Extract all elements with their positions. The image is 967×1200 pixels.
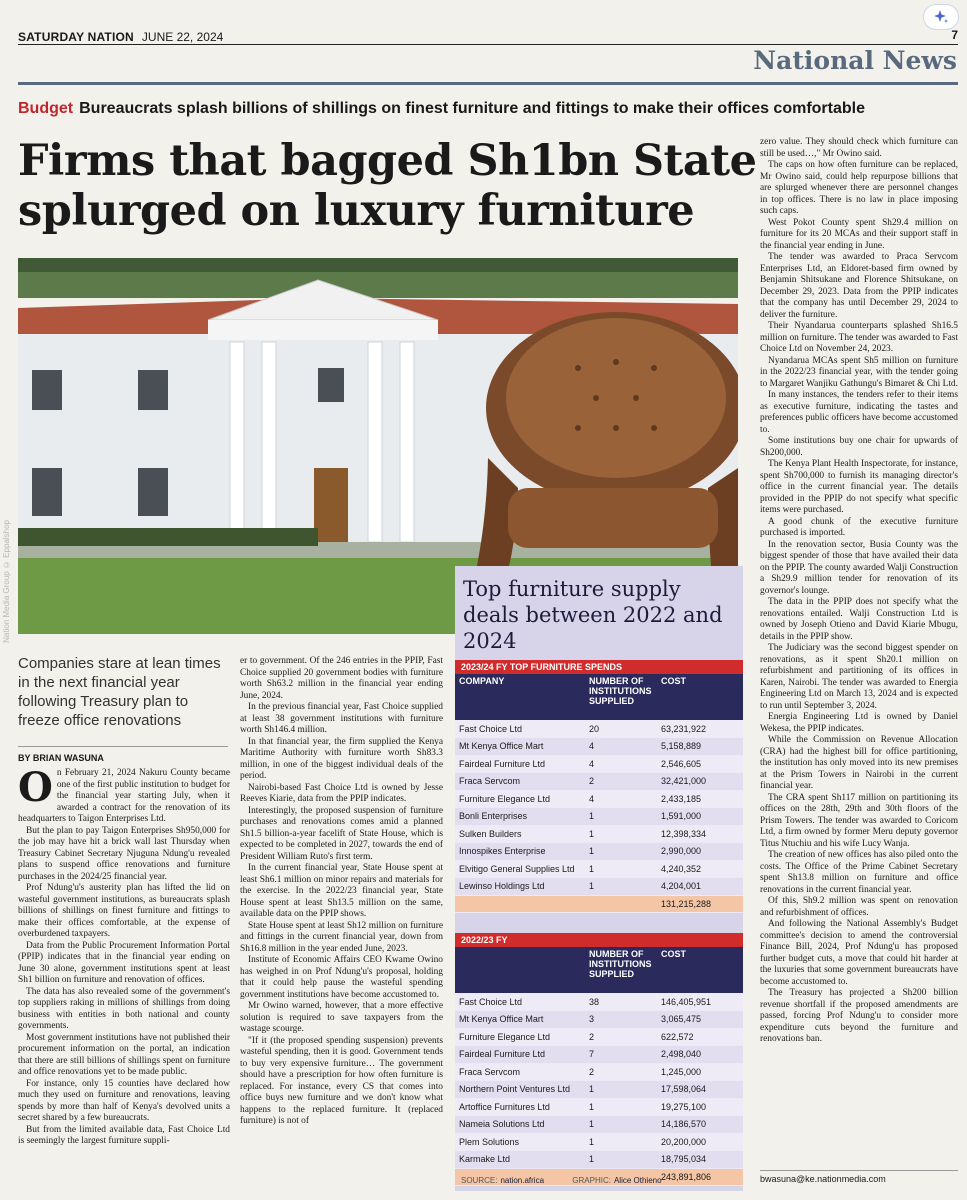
- table-row: [455, 1098, 743, 1116]
- cost-cell: 12,398,334: [657, 825, 743, 843]
- company-cell: Mt Kenya Office Mart: [455, 738, 585, 756]
- paragraph: The data has also revealed some of the government's top suppliers raking in millions of shillings from doing business with entities in both national and county governments.: [18, 986, 230, 1031]
- deals-table-2023-24: [455, 674, 743, 913]
- cost-cell: 1,591,000: [657, 808, 743, 826]
- paragraph: "If it (the proposed spending suspension) prevents wasteful spending, then it is good. Government tends to buy very expensive furniture… The government should have a prescription for how often furniture is replaced. For instance, every CS that comes into office buys new furniture and we don't know what happens to the replaced furniture. It (replaced furniture) is not of: [240, 1035, 443, 1126]
- column-header-blank: [455, 947, 585, 993]
- strap-text: Bureaucrats splash billions of shillings on finest furniture and fittings to make their offices comfortable: [79, 100, 865, 117]
- table-row: [455, 1081, 743, 1099]
- headline: Firms that bagged Sh1bn State splurged on luxury furniture: [18, 136, 757, 236]
- company-cell: Bonli Enterprises: [455, 808, 585, 826]
- cost-cell: 5,158,889: [657, 738, 743, 756]
- paragraph: A good chunk of the executive furniture purchased is imported.: [760, 516, 958, 538]
- institutions-cell: 1: [585, 1098, 657, 1116]
- total-cost-cell: 131,215,288: [657, 895, 743, 913]
- paragraph: The Kenya Plant Health Inspectorate, for instance, spent Sh700,000 to furnish its managing director's office in the current financial year. The details provided in the PPIP do not specify what specific items were purchased.: [760, 459, 958, 515]
- masthead-rule: [18, 44, 958, 45]
- cost-cell: 3,065,475: [657, 1011, 743, 1029]
- company-cell: Fairdeal Furniture Ltd: [455, 755, 585, 773]
- column-header-cost: COST: [657, 947, 743, 993]
- company-cell: Northern Point Ventures Ltd: [455, 1081, 585, 1099]
- graphic-label: GRAPHIC:: [572, 1176, 611, 1185]
- table-row: [455, 1116, 743, 1134]
- institutions-cell: 4: [585, 790, 657, 808]
- institutions-cell: 38: [585, 993, 657, 1011]
- byline: BY BRIAN WASUNA: [18, 746, 228, 763]
- paragraph: The tender was awarded to Praca Servcom Enterprises Ltd, an Eldoret-based firm owned by Benjamin Shitsukane and Florence Shitsukane, on December 29, 2023. Data from the PPIP indicates that the company has until December 29, 2024 to deliver the furniture.: [760, 252, 958, 320]
- strap-kicker: Budget: [18, 100, 74, 117]
- company-cell: Furniture Elegance Ltd: [455, 1028, 585, 1046]
- paragraph: zero value. They should check which furniture can still be used…," Mr Owino said.: [760, 137, 958, 159]
- cost-cell: 4,240,352: [657, 860, 743, 878]
- cost-cell: 622,572: [657, 1028, 743, 1046]
- paragraph: Most government institutions have not published their procurement information on the portal, an indication that there are still billions of shillings spent on furniture and office renovations yet to be made public.: [18, 1032, 230, 1077]
- paragraph: Interestingly, the proposed suspension of furniture purchases and renovations comes amid a planned Sh1.5 billion-a-year facelift of State House, which is expected to be completed in 2027, towards the end of President William Ruto's first term.: [240, 805, 443, 862]
- company-cell: Furniture Elegance Ltd: [455, 790, 585, 808]
- cost-cell: 19,275,100: [657, 1098, 743, 1116]
- paragraph: Prof Ndung'u's austerity plan has lifted the lid on wasteful government institutions, as bureaucrats splash billions of shillings on finest furniture and fittings to make their offices comfortable, at the expense of overburdened taxpayers.: [18, 883, 230, 939]
- paragraph: Of this, Sh9.2 million was spent on renovation and refurbishment of offices.: [760, 896, 958, 918]
- paragraph: Nyandarua MCAs spent Sh5 million on furniture in the 2022/23 financial year, with the tender going to Margaret Wanjiku Gathungu's Bimaret & Chi Ltd.: [760, 355, 958, 389]
- institutions-cell: 20: [585, 720, 657, 738]
- total-blank-cell: [585, 895, 657, 913]
- cost-cell: 18,795,034: [657, 1151, 743, 1169]
- institutions-cell: 2: [585, 1028, 657, 1046]
- cost-cell: 1,245,000: [657, 1063, 743, 1081]
- source-label: SOURCE:: [461, 1176, 498, 1185]
- paragraph: West Pokot County spent Sh29.4 million on furniture for its 20 MCAs and their support staff in the financial year ending in June.: [760, 217, 958, 251]
- paragraph: The Treasury has projected a Sh200 billion revenue shortfall if the proposed amendments are passed, forcing Prof Ndung'u to consider more expenditure cuts beyond the furniture and renovations ban.: [760, 988, 958, 1044]
- company-cell: Fairdeal Furniture Ltd: [455, 1046, 585, 1064]
- company-cell: Mt Kenya Office Mart: [455, 1011, 585, 1029]
- company-cell: Lewinso Holdings Ltd: [455, 878, 585, 896]
- cost-cell: 4,204,001: [657, 878, 743, 896]
- table-row: [455, 1028, 743, 1046]
- paragraph: And following the National Assembly's Budget committee's decision to amend the controversial Finance Bill, 2024, Prof Ndung'u has proposed further budget cuts, a move that could hit harder at the luxuries that some government bureaucrats have become accustomed to.: [760, 919, 958, 987]
- infobox-title: Top furniture supply deals between 2022 and 2024: [463, 577, 723, 653]
- institutions-cell: 3: [585, 1011, 657, 1029]
- cost-cell: 63,231,922: [657, 720, 743, 738]
- institutions-cell: 1: [585, 808, 657, 826]
- table-row: [455, 878, 743, 896]
- company-cell: Elvitigo General Supplies Ltd: [455, 860, 585, 878]
- institutions-cell: 1: [585, 825, 657, 843]
- table-row: [455, 1011, 743, 1029]
- graphic-credit: Alice Othieno: [613, 1176, 662, 1185]
- furniture-deals-infobox: [455, 566, 743, 1191]
- paragraph: The creation of new offices has also piled onto the costs. The Office of the Prime Cabinet Secretary spent Sh13.8 million on furniture and office renovations in the current financial year.: [760, 850, 958, 895]
- institutions-cell: 1: [585, 843, 657, 861]
- paragraph: The data in the PPIP does not specify what the renovations entailed. Walji Construction Ltd is owned by Joseph Otieno and David Kiarie Mbugu, details in the PPIP show.: [760, 597, 958, 642]
- company-cell: Fast Choice Ltd: [455, 993, 585, 1011]
- cost-cell: 146,405,951: [657, 993, 743, 1011]
- paragraph: Energia Engineering Ltd is owned by Daniel Wekesa, the PPIP indicates.: [760, 712, 958, 734]
- paragraph: Nairobi-based Fast Choice Ltd is owned by Jesse Reeves Kiarie, data from the PPIP indicates.: [240, 782, 443, 804]
- paragraph: Institute of Economic Affairs CEO Kwame Owino has weighed in on Prof Ndung'u's proposal, holding that it could help pause the wasteful spending government institutions have become accustomed to.: [240, 955, 443, 1000]
- table-row: [455, 1046, 743, 1064]
- institutions-cell: 2: [585, 1063, 657, 1081]
- table-row: [455, 1133, 743, 1151]
- table-row: [455, 1151, 743, 1169]
- paragraph: The Judiciary was the second biggest spender on renovations, as it spent Sh20.1 million on refurbishment and partitioning of its offices in Karen, Nairobi. The tender was awarded to Energia Engineering Ltd on March 13, 2024 and is expected to run until September 3, 2024.: [760, 643, 958, 711]
- table-row: [455, 720, 743, 738]
- pull-quote: Companies stare at lean times in the next financial year following Treasury plan to freeze office renovations: [18, 655, 221, 729]
- column-header-count: NUMBER OF INSTITUTIONS SUPPLIED: [585, 674, 657, 720]
- institutions-cell: 7: [585, 1046, 657, 1064]
- cost-cell: 20,200,000: [657, 1133, 743, 1151]
- table-row: [455, 843, 743, 861]
- paragraph: n February 21, 2024 Nakuru County became one of the first public institution to budget for the financial year starting July, when it awarded a contract for the renovation of its headquarters to Taigon Enterprises Ltd.: [18, 768, 230, 824]
- paragraph: Data from the Public Procurement Information Portal (PPIP) indicates that in the financial year ending on June 30 alone, government institutions spent at least Sh1 billion on furniture and renovation of offices.: [18, 940, 230, 985]
- paragraph: In the renovation sector, Busia County was the biggest spender of those that have availed their data on the PPIP. The county awarded Walji Construction a Sh29.9 million tender for renovation of its governor's lounge.: [760, 539, 958, 596]
- source-value: nation.africa: [500, 1176, 545, 1185]
- company-cell: Plem Solutions: [455, 1133, 585, 1151]
- paragraph: The caps on how often furniture can be replaced, Mr Owino said, could help repurpose billions that are splurged whenever there are personnel changes in top offices. There is no law in place imposing such caps.: [760, 160, 958, 216]
- article-column-1: [18, 764, 230, 1148]
- paragraph: In that financial year, the firm supplied the Kenya Maritime Authority with furniture worth Sh83.3 million, in one of the biggest individual deals of the period.: [240, 736, 443, 781]
- institutions-cell: 1: [585, 1116, 657, 1134]
- table-row: [455, 808, 743, 826]
- total-blank-cell: [455, 895, 585, 913]
- paragraph: But from the limited available data, Fast Choice Ltd is seemingly the largest furniture suppli-: [18, 1124, 230, 1146]
- paragraph: er to government. Of the 246 entries in the PPIP, Fast Choice supplied 20 government bodies with furniture worth Sh63.2 million in the financial year ending June, 2024.: [240, 656, 443, 701]
- cost-cell: 14,186,570: [657, 1116, 743, 1134]
- page-number: 7: [951, 28, 958, 42]
- paragraph: Mr Owino warned, however, that a more effective solution is required to save taxpayers from the wastage scourge.: [240, 1001, 443, 1034]
- infobox-credits: [461, 1176, 662, 1185]
- institutions-cell: 1: [585, 878, 657, 896]
- table-row: [455, 755, 743, 773]
- company-cell: Fraca Servcom: [455, 773, 585, 791]
- institutions-cell: 1: [585, 1081, 657, 1099]
- paragraph: Some institutions buy one chair for upwards of Sh200,000.: [760, 436, 958, 458]
- cost-cell: 2,990,000: [657, 843, 743, 861]
- institutions-cell: 1: [585, 860, 657, 878]
- paragraph: In many instances, the tenders refer to their items as executive furniture, indicating the tastes and preferences public officers have become accustomed to.: [760, 390, 958, 435]
- article-column-2: [240, 656, 443, 1128]
- table-banner-2022-23: 2022/23 FY: [455, 933, 743, 947]
- paragraph: In the previous financial year, Fast Choice supplied at least 38 government institutions with furniture worth Sh146.4 million.: [240, 702, 443, 735]
- cost-cell: 2,498,040: [657, 1046, 743, 1064]
- company-cell: Sulken Builders: [455, 825, 585, 843]
- deals-table-2022-23: [455, 947, 743, 1186]
- company-cell: Fraca Servcom: [455, 1063, 585, 1081]
- article-column-3: [760, 137, 958, 1046]
- paragraph: State House spent at least Sh12 million on furniture and fittings in the current financial year, down from Sh16.8 million in the year ended June, 2023.: [240, 920, 443, 954]
- cost-cell: 2,546,605: [657, 755, 743, 773]
- institutions-cell: 4: [585, 738, 657, 756]
- cost-cell: 32,421,000: [657, 773, 743, 791]
- total-row: [455, 895, 743, 913]
- table-row: [455, 825, 743, 843]
- sparkle-icon: [932, 8, 950, 26]
- table-row: [455, 790, 743, 808]
- watermark: Nation Media Group © Eppalshop: [2, 520, 11, 643]
- total-cost-cell: 243,891,806: [657, 1168, 743, 1186]
- paragraph: Their Nyandarua counterparts splashed Sh16.5 million on furniture. The tender was awarded to Fast Choice Ltd on November 24, 2023.: [760, 321, 958, 354]
- company-cell: Nameia Solutions Ltd: [455, 1116, 585, 1134]
- drop-cap: O: [18, 764, 53, 811]
- paragraph: In the current financial year, State House spent at least Sh6.1 million on minor repairs and materials for the exercise. In the 2022/23 financial year, State House spent at least Sh13.5 million on the same, available data on the PPIP shows.: [240, 863, 443, 919]
- cost-cell: 17,598,064: [657, 1081, 743, 1099]
- institutions-cell: 1: [585, 1151, 657, 1169]
- institutions-cell: 4: [585, 755, 657, 773]
- column-header-company: COMPANY: [455, 674, 585, 720]
- paragraph: While the Commission on Revenue Allocation (CRA) had the highest bill for office partitioning, the institution has only moved into its new premises at the Prism Towers in Nairobi in the current financial year.: [760, 735, 958, 791]
- company-cell: Fast Choice Ltd: [455, 720, 585, 738]
- paragraph: But the plan to pay Taigon Enterprises Sh950,000 for the job may have hit a brick wall last Thursday when Treasury Cabinet Secretary Njuguna Ndung'u revealed plans to suspend office renovations and furniture purchases in the 2024/25 financial year.: [18, 825, 230, 882]
- cost-cell: 2,433,185: [657, 790, 743, 808]
- institutions-cell: 2: [585, 773, 657, 791]
- issue-date: JUNE 22, 2024: [141, 30, 224, 44]
- section-title: National News: [753, 46, 957, 75]
- company-cell: Artoffice Furnitures Ltd: [455, 1098, 585, 1116]
- publication-name: SATURDAY NATION: [18, 30, 134, 44]
- paragraph: The CRA spent Sh117 million on partitioning its offices on the 28th, 29th and 30th floors of the Prism Towers. The tender was awarded to Coricom Ltd, a firm owned by former Meru deputy governor Titus Ntuchiu and his wife Lucy Wanja.: [760, 792, 958, 849]
- company-cell: Karmake Ltd: [455, 1151, 585, 1169]
- section-rule: [18, 82, 958, 85]
- column-header-count: NUMBER OF INSTITUTIONS SUPPLIED: [585, 947, 657, 993]
- author-email: bwasuna@ke.nationmedia.com: [760, 1170, 958, 1184]
- company-cell: Innospikes Enterprise: [455, 843, 585, 861]
- paragraph: For instance, only 15 counties have declared how much they used on furniture and renovations, leaving spends by more than half of Kenya's devolved units a secret shared by a few bureaucrats.: [18, 1078, 230, 1123]
- column-header-cost: COST: [657, 674, 743, 720]
- strapline: [18, 100, 958, 118]
- table-row: [455, 1063, 743, 1081]
- table-row: [455, 993, 743, 1011]
- table-row: [455, 773, 743, 791]
- institutions-cell: 1: [585, 1133, 657, 1151]
- table-row: [455, 738, 743, 756]
- sparkle-button[interactable]: [923, 4, 959, 30]
- table-row: [455, 860, 743, 878]
- table-banner-2023-24: 2023/24 FY TOP FURNITURE SPENDS: [455, 660, 743, 674]
